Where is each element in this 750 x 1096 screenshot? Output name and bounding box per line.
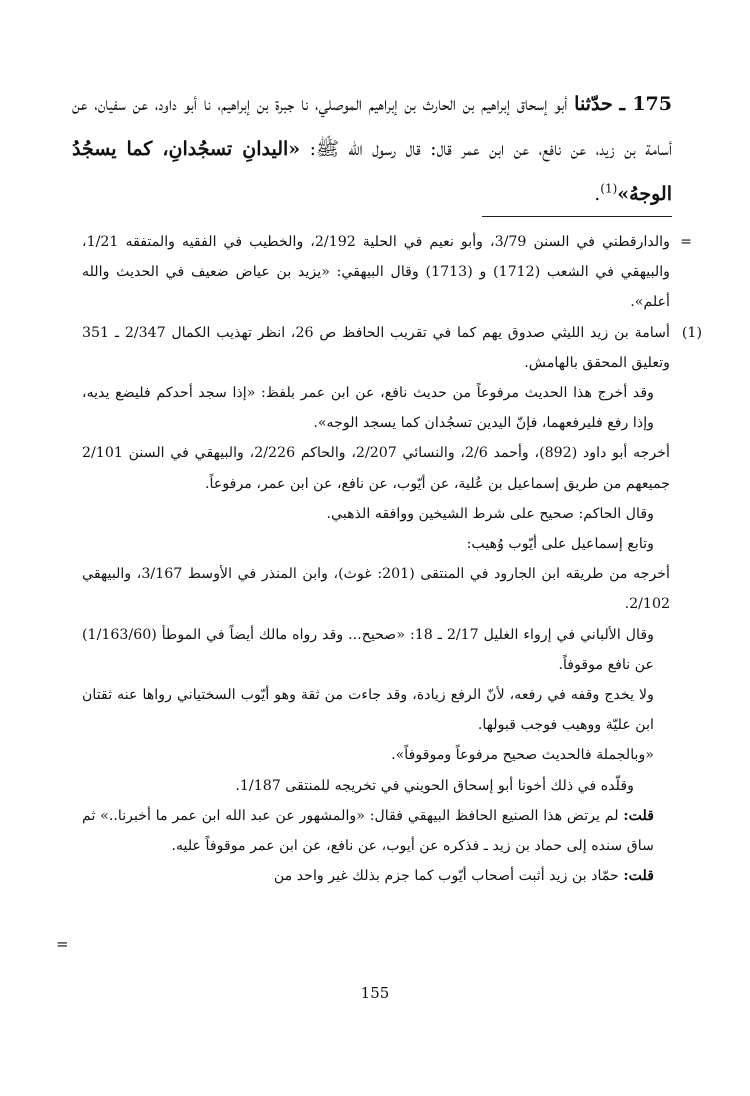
footnote-1 [82,318,702,892]
hadith-entry [72,82,672,217]
hadith-end: . [594,183,601,205]
footnote-1-para-12-text: حمّاد بن زيد أثبت أصحاب أيّوب كما جزم بذلك غير واحد من [273,868,624,885]
footnote-1-para-7: وقال الألباني في إرواء الغليل 2/17 ـ 18: «صحيح... وقد رواه مالك أيضاً في الموطأ (1/163/60) عن نافع موقوفاً. [82,626,654,673]
footnote-1-para-8: ولا يخدج وقفه في رفعه، لأنّ الرفع زيادة، وقد جاءت من ثقة وهو أيّوب السختياني رواها عنه ثقتان ابن عليّة ووهيب فوجب قبولها. [82,687,654,734]
footnote-1-para-11-text: لم يرتض هذا الصنيع الحافظ البيهقي فقال: «والمشهور عن عبد الله ابن عمر ما أخبرنا..» ثم ساق سنده إلى حماد بن زيد ـ فذكره عن أيوب، عن نافع، عن ابن عمر موقوفاً عليه. [82,807,654,855]
footnote-1-para-11 [82,801,670,861]
hadith-isnad: أبو إسحاق إبراهيم بن الحارث بن إبراهيم الموصلي، نا جبرة بن إبراهيم، نا أبو داود، عن سفيان، عن أسامة بن زيد، عن نافع، عن ابن عمر قال: قال رسول الله ﷺ: [72,93,672,160]
footnote-1-para-1: أسامة بن زيد الليثي صدوق يهم كما في تقريب الحافظ ص 26، انظر تهذيب الكمال 2/347 ـ 351 وتعليق المحقق بالهامش. [82,324,670,371]
hadith-number: 175 ـ [619,93,672,115]
footnote-1-para-9: «وبالجملة فالحديث صحيح مرفوعاً وموقوفاً». [391,747,654,764]
continuation-text: والدارقطني في السنن 3/79، وأبو نعيم في الحلية 2/192، والخطيب في الفقيه والمتفقه 1/21، والبيهقي في الشعب (1712) و (1713) وقال البيهقي: «يزيد بن عياض ضعيف في الحديث والله أعلم». [82,234,670,311]
footnote-1-para-12 [82,861,670,891]
continued-mark: = [56,935,69,953]
footnote-1-mark: (1) [681,324,702,341]
footnote-continuation [82,227,692,318]
footnote-reference[interactable]: (1) [600,181,618,196]
footnote-divider [482,216,672,217]
footnote-1-para-4: وقال الحاكم: صحيح على شرط الشيخين ووافقه الذهبي. [326,505,654,522]
qultu-label: قلت: [623,807,654,824]
footnote-1-para-3: أخرجه أبو داود (892)، وأحمد 2/6، والنسائي 2/207، والحاكم 2/226، والبيهقي في السنن 2/101 جميعهم من طريق إسماعيل بن عُلية، عن أيّوب، عن نافع، عن ابن عمر، مرفوعاً. [82,445,670,492]
footnote-1-para-5: وتابع إسماعيل على أيّوب وُهيب: [466,536,654,553]
page-number: 155 [360,984,390,1002]
footnote-1-para-2: وقد أخرج هذا الحديث مرفوعاً من حديث نافع، عن ابن عمر بلفظ: «إذا سجد أحدكم فليضع يديه، وإذا رفع فليرفعهما، فإنّ اليدين تسجُدان كما يسجد الوجه». [82,385,654,432]
hadith-lead-word: حدّثنا [574,93,613,115]
footnotes [82,227,702,891]
footnote-1-para-10: وقلّده في ذلك أخونا أبو إسحاق الحويني في تخريجه للمنتقى 1/187. [235,777,634,794]
continuation-mark: = [680,234,692,250]
hadith-matn: «اليدانِ تسجُدانِ، كما يسجُدُ الوجهُ» [72,138,672,205]
footnote-1-para-6: أخرجه من طريقه ابن الجارود في المنتقى (201: غوث)، وابن المنذر في الأوسط 3/167، والبيهقي 2/102. [82,566,670,613]
qultu-label: قلت: [623,868,654,885]
